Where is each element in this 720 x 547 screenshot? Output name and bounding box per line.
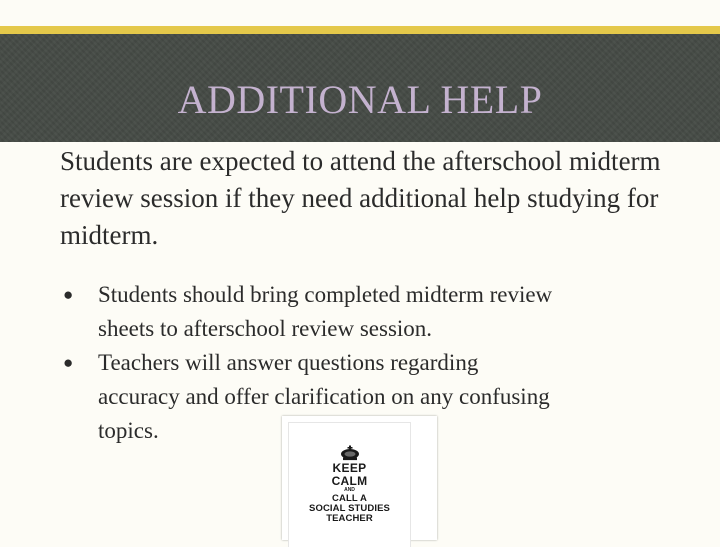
slide-title: ADDITIONAL HELP: [177, 77, 543, 122]
bullet-item: [60, 278, 680, 346]
bullet-text-line: accuracy and offer clarification on any confusing: [98, 384, 550, 409]
keep-calm-poster: [282, 416, 437, 540]
poster-text: CALM: [331, 474, 368, 488]
poster-text: KEEP: [332, 461, 367, 475]
poster-text: CALL A: [332, 493, 367, 504]
bullet-text-line: Students should bring completed midterm review: [98, 282, 553, 307]
bullet-icon: ●: [63, 285, 74, 304]
intro-paragraph: Students are expected to attend the afterschool midterm review session if they need additional help studying for midterm.: [60, 146, 661, 250]
bullet-text-line: sheets to afterschool review session.: [98, 316, 433, 341]
bullet-text-line: topics.: [98, 418, 159, 443]
bullet-text-line: Teachers will answer questions regarding: [98, 350, 479, 375]
poster-text: AND: [344, 487, 355, 493]
bullet-icon: ●: [63, 353, 74, 372]
crown-icon: [339, 445, 361, 461]
poster-text: TEACHER: [326, 513, 373, 524]
poster-text: SOCIAL STUDIES: [309, 503, 390, 514]
accent-stripe: [0, 26, 720, 34]
poster-content: [288, 422, 411, 547]
